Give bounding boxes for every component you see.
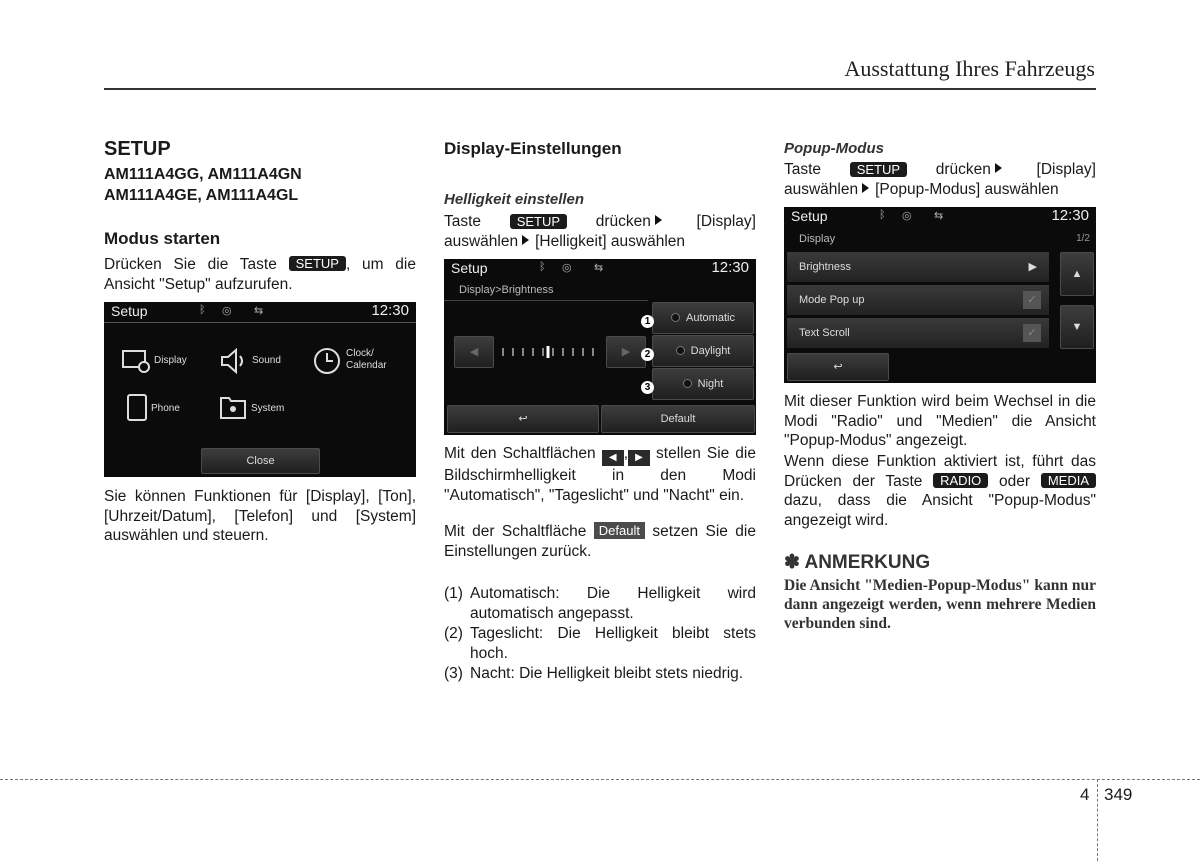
list-text: Tageslicht: Die Helligkeit bleibt stets hoch. — [470, 625, 756, 662]
mode-text-post: , um die Ansicht "Setup" aufzurufen. — [104, 256, 416, 293]
screen-title: Setup — [111, 303, 148, 319]
bluetooth-icon: ᛒ — [199, 304, 206, 316]
instr-popup: [Popup-Modus] auswählen — [875, 180, 1059, 198]
callout-2: 2 — [641, 348, 654, 361]
disc-icon: ◎ — [222, 305, 232, 317]
speaker-icon — [220, 348, 250, 374]
radio-dot-icon — [676, 346, 685, 355]
system-tile[interactable] — [220, 394, 285, 425]
phone-icon — [126, 394, 150, 422]
checkbox-icon[interactable]: ✓ — [1023, 324, 1041, 342]
instr-helligkeit: [Helligkeit] auswählen — [535, 232, 686, 250]
text-scroll-row[interactable] — [787, 318, 1049, 348]
p1-post: stellen Sie die Bildschirmhelligkeit in den Modi "Automatisch", "Tageslicht" und "Nacht" ein. — [444, 445, 756, 504]
note-heading: ✽ ANMERKUNG — [784, 552, 931, 573]
default-button[interactable]: Default — [601, 405, 755, 433]
mode-paragraph — [104, 255, 416, 294]
checkbox-icon[interactable]: ✓ — [1023, 291, 1041, 309]
scroll-up-button[interactable]: ▲ — [1060, 252, 1094, 296]
models-line-2: AM111A4GE, AM111A4GL — [104, 187, 299, 204]
list-number: (1) — [444, 585, 463, 602]
p1-pre: Mit den Schaltflächen — [444, 445, 596, 462]
calendar-label: Calendar — [346, 360, 387, 371]
chapter-number: 4 — [1080, 785, 1090, 804]
screen-title: Setup — [791, 208, 828, 224]
mode-text-pre: Drücken Sie die Taste — [104, 256, 277, 273]
breadcrumb: Display>Brightness — [459, 284, 554, 296]
mode-popup-label: Mode Pop up — [799, 294, 865, 306]
p2-b: oder — [999, 472, 1031, 490]
brightness-instruction — [444, 212, 756, 251]
models-line-1: AM111A4GG, AM111A4GN — [104, 166, 302, 183]
popup-screen — [784, 207, 1096, 383]
list-item — [444, 584, 756, 623]
instr-display: [Display] — [1036, 161, 1096, 178]
night-option[interactable] — [652, 368, 754, 400]
sound-label: Sound — [252, 355, 281, 366]
brightness-screen — [444, 259, 756, 435]
brightness-subheading: Helligkeit einstellen — [444, 191, 585, 208]
footer-rule — [0, 779, 1200, 780]
mode-popup-row[interactable] — [787, 285, 1049, 315]
list-number: (3) — [444, 665, 463, 682]
instr-taste: Taste — [444, 213, 482, 230]
list-text: Nacht: Die Helligkeit bleibt stets niedrig. — [470, 665, 744, 682]
p2-c: dazu, dass die Ansicht "Popup-Modus" angezeigt wird. — [784, 492, 1096, 529]
p2-pre: Mit der Schaltfläche — [444, 523, 587, 540]
back-arrow-icon: ↩ — [833, 361, 843, 373]
page-number: 349 — [1104, 785, 1133, 804]
setup-key: SETUP — [850, 162, 907, 177]
daylight-label: Daylight — [690, 345, 731, 357]
instr-taste: Taste — [784, 161, 822, 178]
display-tile[interactable] — [122, 348, 187, 379]
radio-dot-icon — [683, 379, 692, 388]
automatic-option[interactable] — [652, 302, 754, 334]
display-label: Display — [154, 355, 187, 366]
section-label: Display — [799, 233, 836, 245]
disc-icon: ◎ — [902, 210, 912, 222]
instr-druecken: drücken — [935, 161, 991, 178]
popup-paragraph-2 — [784, 452, 1096, 530]
brightness-slider[interactable] — [499, 345, 599, 357]
monitor-gear-icon — [122, 348, 152, 374]
screen-time: 12:30 — [371, 302, 409, 319]
header-rule — [104, 88, 1096, 90]
display-heading: Display-Einstellungen — [444, 139, 622, 158]
instr-display: [Display] — [696, 213, 756, 230]
slider-ticks — [499, 346, 599, 358]
list-number: (2) — [444, 625, 463, 642]
buttons-paragraph: Mit den Schaltflächen ◀ , ▶ stellen Sie die Bildschirmhelligkeit in den Modi "Automatisch", "Tageslicht" und "Nacht" ein. — [444, 445, 756, 504]
brightness-row[interactable] — [787, 252, 1049, 282]
default-key: Default — [594, 522, 645, 539]
back-button[interactable] — [447, 405, 599, 433]
setup-screen — [104, 302, 416, 477]
popup-subheading: Popup-Modus — [784, 140, 884, 157]
page-indicator: 1/2 — [1076, 233, 1090, 244]
system-label: System — [251, 403, 285, 414]
phone-tile[interactable] — [126, 394, 180, 427]
screen-time: 12:30 — [1051, 207, 1089, 224]
sound-tile[interactable] — [220, 348, 281, 379]
right-arrow-key: ▶ — [628, 450, 650, 466]
default-paragraph — [444, 522, 756, 561]
mode-list — [444, 584, 756, 685]
text-scroll-label: Text Scroll — [799, 327, 850, 339]
usb-icon: ⇆ — [254, 305, 264, 317]
clock-icon — [313, 346, 343, 376]
screen-time: 12:30 — [711, 259, 749, 276]
arrow-right-icon — [522, 235, 529, 245]
night-label: Night — [697, 378, 724, 390]
callout-1: 1 — [641, 315, 654, 328]
list-text: Automatisch: Die Helligkeit wird automatisch angepasst. — [470, 585, 756, 622]
arrow-right-icon — [995, 163, 1002, 173]
close-button[interactable]: Close — [201, 448, 320, 474]
instr-druecken: drücken — [595, 213, 651, 230]
automatic-label: Automatic — [686, 312, 735, 324]
media-key: MEDIA — [1041, 473, 1096, 488]
folder-gear-icon — [220, 394, 248, 420]
setup-body: Sie können Funktionen für [Display], [Ton], [Uhrzeit/Datum], [Telefon] und [System] auswählen und steuern. — [104, 488, 416, 544]
footer-vertical-rule — [1097, 779, 1098, 861]
list-item — [444, 664, 756, 684]
list-item — [444, 624, 756, 663]
popup-paragraph-1: Mit dieser Funktion wird beim Wechsel in die Modi "Radio" und "Medien" die Ansicht "Popup-Modus" angezeigt. — [784, 393, 1096, 449]
divider — [444, 300, 648, 301]
instr-auswaehlen: auswählen — [784, 180, 859, 198]
screen-title: Setup — [451, 260, 488, 276]
daylight-option[interactable] — [652, 335, 754, 367]
bluetooth-icon: ᛒ — [539, 261, 546, 273]
section-title: SETUP — [104, 138, 171, 160]
radio-key: RADIO — [933, 473, 988, 488]
running-header: Ausstattung Ihres Fahrzeugs — [844, 56, 1095, 81]
clock-label: Clock/ — [346, 348, 374, 359]
back-button[interactable] — [787, 353, 889, 381]
arrow-right-icon — [862, 183, 869, 193]
radio-dot-icon — [671, 313, 680, 322]
instr-auswaehlen: auswählen — [444, 232, 519, 250]
decrease-button[interactable]: ◀ — [454, 336, 494, 368]
p2-a: Wenn diese Funktion aktiviert ist, führt das Drücken der Taste — [784, 453, 1096, 490]
usb-icon: ⇆ — [594, 262, 604, 274]
note-body: Die Ansicht "Medien-Popup-Modus" kann nur dann angezeigt werden, wenn mehrere Medien verbunden sind. — [784, 577, 1096, 632]
p2-post: setzen Sie die Einstellungen zurück. — [444, 523, 756, 560]
brightness-label: Brightness — [799, 261, 851, 273]
scroll-down-button[interactable]: ▼ — [1060, 305, 1094, 349]
arrow-right-icon — [655, 215, 662, 225]
disc-icon: ◎ — [562, 262, 572, 274]
clock-tile[interactable] — [313, 346, 387, 381]
increase-button[interactable]: ▶ — [606, 336, 646, 368]
play-arrow-icon: ▶ — [1028, 261, 1037, 273]
bluetooth-icon: ᛒ — [879, 209, 886, 221]
setup-key: SETUP — [289, 256, 346, 271]
callout-3: 3 — [641, 381, 654, 394]
usb-icon: ⇆ — [934, 210, 944, 222]
popup-instruction — [784, 160, 1096, 199]
left-arrow-key: ◀ — [602, 450, 624, 466]
mode-heading: Modus starten — [104, 229, 221, 248]
phone-label: Phone — [151, 403, 180, 414]
back-arrow-icon: ↩ — [518, 413, 528, 425]
status-divider — [104, 322, 416, 323]
setup-key: SETUP — [510, 214, 567, 229]
